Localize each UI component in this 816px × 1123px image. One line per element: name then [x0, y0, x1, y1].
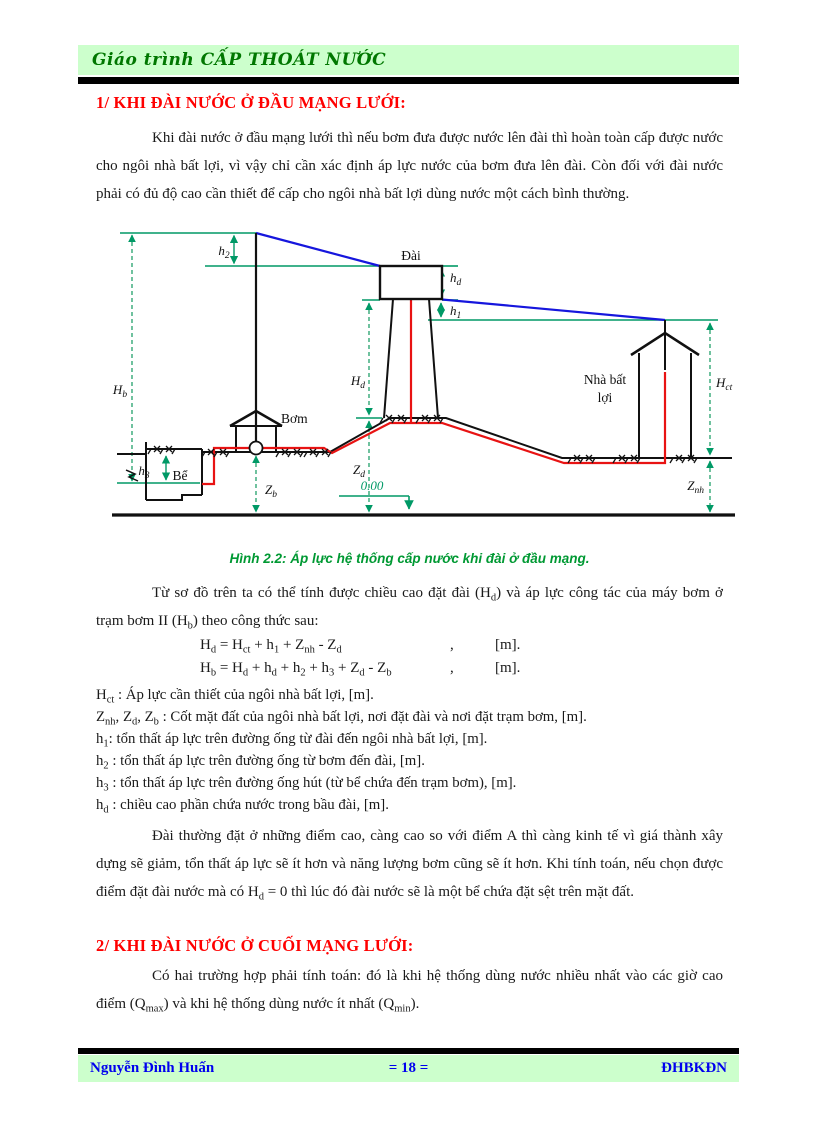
label-Hd: $H_d$: [350, 373, 365, 391]
header-title: Giáo trình CẤP THOÁT NƯỚC: [92, 50, 387, 70]
hydraulic-gradient-lines: [256, 233, 665, 320]
label-h2: $h_2$: [218, 243, 230, 261]
footer-rule: [78, 1048, 739, 1054]
formula-2: [200, 657, 680, 680]
pressure-line-pump-to-tower: [256, 233, 380, 266]
label-h1: $h_1$: [450, 303, 462, 321]
header-rule: [78, 77, 739, 84]
formula-1-expression: $H_d = H_{ct} + h_1 + Z_{nh} - Z_d$: [200, 637, 342, 656]
figure-caption: Hình 2.2: Áp lực hệ thống cấp nước khi đài ở đầu mạng.: [229, 551, 590, 566]
pressure-line-tower-to-house: [442, 300, 665, 321]
paragraph-4: Có hai trường hợp phải tính toán: đó là khi hệ thống dùng nước nhiều nhất vào các giờ cao điểm $(Q_{max})$ và khi hệ thống dùng nước ít nhất $(Q_{min})$.: [96, 968, 723, 1015]
definition-item: $h_3$ : tổn thất áp lực trên đường ống hút (từ bể chứa đến trạm bơm), [m].: [96, 775, 517, 794]
formula-2-expression: $H_b = H_d + h_d + h_2 + h_3 + Z_d - Z_b$: [200, 660, 392, 679]
definition-item: $h_1$: tổn thất áp lực trên đường ống từ đài đến ngôi nhà bất lợi, [m].: [96, 731, 488, 750]
formula-1: [200, 634, 680, 657]
break-symbol: [126, 470, 138, 481]
section-heading-1: 1/ KHI ĐÀI NƯỚC Ở ĐẦU MẠNG LƯỚI:: [96, 93, 406, 112]
tower-tank-box: [380, 266, 442, 299]
definition-item: $h_2$ : tổn thất áp lực trên đường ống từ bơm đến đài, [m].: [96, 753, 425, 772]
tank-label: Bể: [172, 468, 188, 483]
pump-symbol: [250, 442, 263, 455]
pump-label: Bơm: [281, 411, 308, 426]
label-Zb: $Z_b$: [265, 482, 277, 500]
footer-band: [78, 1055, 739, 1082]
formula-1-comma: ,: [450, 637, 454, 653]
paragraph-1: Khi đài nước ở đầu mạng lưới thì nếu bơm đưa được nước lên đài thì hoàn toàn cấp được nước cho ngôi nhà bất lợi, vì vậy chỉ cần xác định áp lực nước của bơm đưa lên đài. Còn đối với đài nước phải có đủ độ cao cần thiết để cấp cho ngôi nhà bất lợi dùng nước một cách bình thường.: [96, 130, 723, 202]
footer-org: ĐHBKĐN: [661, 1060, 727, 1076]
symbol-definitions: [96, 684, 736, 816]
formula-1-unit: [m].: [495, 637, 521, 653]
header-band: [78, 45, 739, 75]
datum-level-label: 0.00: [360, 478, 384, 493]
pipe-network-red: [202, 372, 665, 484]
formula-block: [200, 634, 680, 680]
section-heading-2: 2/ KHI ĐÀI NƯỚC Ở CUỐI MẠNG LƯỚI:: [96, 936, 414, 955]
footer-page-number: = 18 =: [388, 1060, 429, 1076]
definition-item: $h_d$ : chiều cao phần chứa nước trong bầu đài, [m].: [96, 797, 389, 816]
label-hd: $h_d$: [450, 270, 462, 288]
formula-2-unit: [m].: [495, 660, 521, 676]
definition-item: $H_{ct}$ : Áp lực cần thiết của ngôi nhà bất lợi, [m].: [96, 687, 374, 706]
paragraph-3: Đài thường đặt ở những điểm cao, càng cao so với điểm A thì càng kinh tế vì giá thành xây dựng sẽ giảm, tổn thất áp lực sẽ ít hơn và năng lượng bơm cũng sẽ ít hơn. Khi tính toán, nếu chọn được điểm đặt đài nước mà có $H_d = 0$ thì lúc đó đài nước sẽ là một bể chứa đặt sệt trên mặt đất.: [96, 828, 723, 903]
label-h3: $h_3$: [138, 463, 150, 481]
footer-author: Nguyễn Đình Huấn: [90, 1060, 215, 1076]
paragraph-2: Từ sơ đồ trên ta có thể tính được chiều cao đặt đài $(H_d)$ và áp lực công tác của máy bơm ở trạm bơm II $(H_b)$ theo công thức sau:: [96, 585, 723, 632]
house-label-line1: Nhà bất: [583, 372, 627, 387]
label-Znh: $Z_{nh}$: [687, 478, 704, 496]
tower-label: Đài: [401, 248, 421, 263]
house-label-line2: lợi: [597, 390, 613, 405]
formula-2-comma: ,: [450, 660, 454, 676]
definition-item: $Z_{nh}$, $Z_d$, $Z_b$ : Cốt mặt đất của ngôi nhà bất lợi, nơi đặt đài và nơi đặt trạm bơm, [m].: [96, 709, 587, 728]
label-Zd: $Z_d$: [353, 462, 365, 480]
water-pipes: [202, 299, 665, 484]
label-Hb: $H_b$: [112, 382, 128, 400]
label-Hct: $H_{ct}$: [716, 375, 733, 393]
figure-diagram: [84, 222, 744, 552]
